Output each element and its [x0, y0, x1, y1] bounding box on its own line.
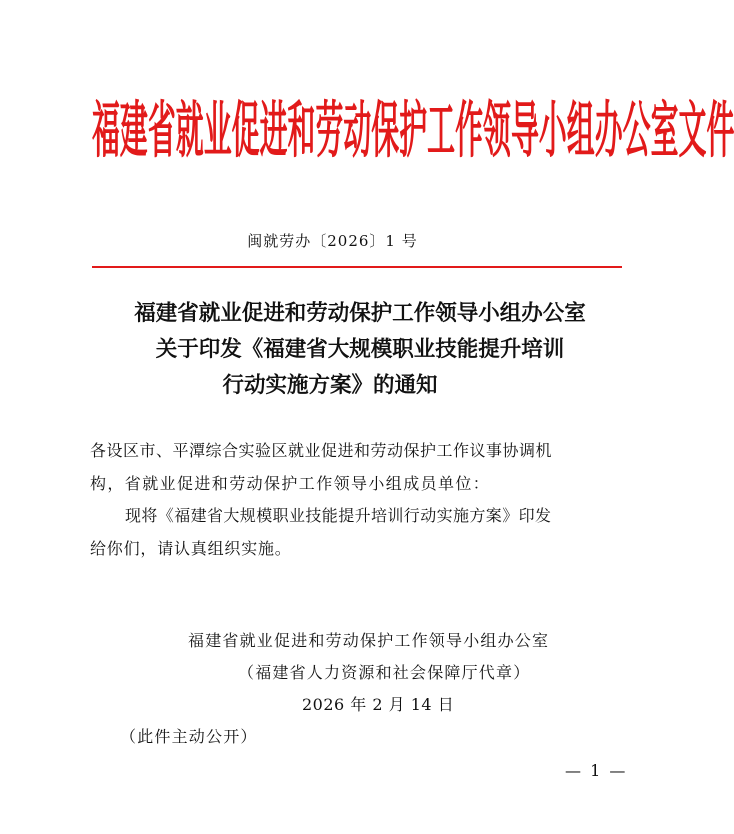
disclosure-note: （此件主动公开） — [120, 727, 258, 746]
signature-date: 2026 年 2 月 14 日 — [302, 695, 455, 714]
document-title-line-1: 福建省就业促进和劳动保护工作领导小组办公室 — [134, 301, 586, 326]
recipients-line-1: 各设区市、平潭综合实验区就业促进和劳动保护工作议事协调机 — [90, 441, 553, 460]
signature-proxy-seal: （福建省人力资源和社会保障厅代章） — [238, 663, 531, 682]
body-paragraph-line-2: 给你们，请认真组织实施。 — [90, 539, 292, 558]
red-divider-line — [92, 266, 622, 268]
recipients-line-2: 构，省就业促进和劳动保护工作领导小组成员单位： — [90, 474, 491, 493]
document-title-line-2: 关于印发《福建省大规模职业技能提升培训 — [155, 337, 565, 362]
document-number: 闽就劳办〔2026〕1 号 — [247, 232, 418, 250]
body-paragraph-line-1: 现将《福建省大规模职业技能提升培训行动实施方案》印发 — [125, 506, 552, 525]
document-title-line-3: 行动实施方案》的通知 — [222, 373, 438, 398]
issuer-header-title: 福建省就业促进和劳动保护工作领导小组办公室文件 — [92, 93, 734, 166]
signature-office: 福建省就业促进和劳动保护工作领导小组办公室 — [188, 631, 550, 650]
page-number: — 1 — — [565, 761, 628, 780]
